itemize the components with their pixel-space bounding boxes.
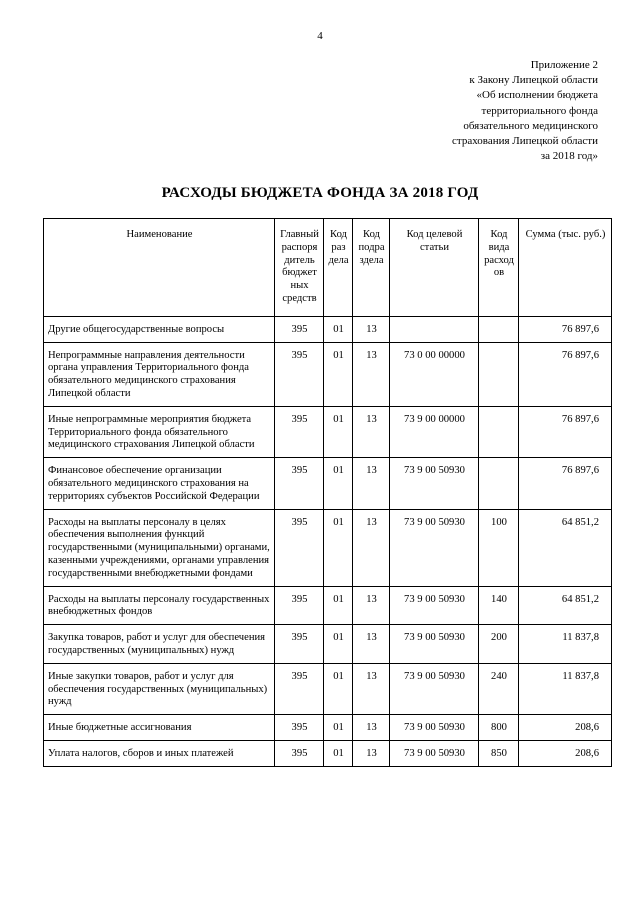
cell-sum: 64 851,2 — [519, 586, 612, 625]
cell-type: 800 — [479, 715, 519, 741]
cell-name: Уплата налогов, сборов и иных платежей — [44, 740, 275, 766]
cell-admin: 395 — [275, 740, 324, 766]
cell-admin: 395 — [275, 342, 324, 406]
table-header-row — [44, 219, 612, 317]
cell-section: 01 — [324, 740, 353, 766]
cell-type: 850 — [479, 740, 519, 766]
cell-name: Финансовое обеспечение организации обязательного медицинского страхования на территориях субъектов Российской Федерации — [44, 458, 275, 509]
cell-admin: 395 — [275, 663, 324, 714]
cell-subsection: 13 — [353, 740, 390, 766]
cell-section: 01 — [324, 342, 353, 406]
table-row — [44, 316, 612, 342]
cell-subsection: 13 — [353, 663, 390, 714]
cell-admin: 395 — [275, 406, 324, 457]
cell-admin: 395 — [275, 715, 324, 741]
table-row — [44, 663, 612, 714]
cell-subsection: 13 — [353, 406, 390, 457]
cell-admin: 395 — [275, 458, 324, 509]
appendix-line: к Закону Липецкой области — [469, 74, 598, 87]
cell-target: 73 9 00 50930 — [390, 458, 479, 509]
cell-subsection: 13 — [353, 715, 390, 741]
cell-section: 01 — [324, 406, 353, 457]
cell-sum: 11 837,8 — [519, 663, 612, 714]
cell-subsection: 13 — [353, 342, 390, 406]
page-number: 4 — [317, 30, 323, 42]
cell-admin: 395 — [275, 586, 324, 625]
cell-name: Непрограммные направления деятельности органа управления Территориального фонда обязательного медицинского страхования Липецкой области — [44, 342, 275, 406]
table-row — [44, 509, 612, 586]
cell-name: Другие общегосударственные вопросы — [44, 316, 275, 342]
table-body — [44, 316, 612, 766]
cell-admin: 395 — [275, 316, 324, 342]
cell-admin: 395 — [275, 509, 324, 586]
header-section: Код раз дела — [324, 219, 353, 317]
cell-sum: 76 897,6 — [519, 316, 612, 342]
cell-name: Иные непрограммные мероприятия бюджета Территориального фонда обязательного медицинского страхования Липецкой области — [44, 406, 275, 457]
cell-type: 140 — [479, 586, 519, 625]
cell-subsection: 13 — [353, 586, 390, 625]
cell-sum: 11 837,8 — [519, 625, 612, 664]
cell-subsection: 13 — [353, 509, 390, 586]
cell-sum: 208,6 — [519, 740, 612, 766]
cell-section: 01 — [324, 715, 353, 741]
cell-section: 01 — [324, 663, 353, 714]
header-sum: Сумма (тыс. руб.) — [519, 219, 612, 317]
cell-target: 73 9 00 50930 — [390, 740, 479, 766]
header-type: Код вида расход ов — [479, 219, 519, 317]
appendix-line: Приложение 2 — [530, 59, 598, 71]
cell-target: 73 9 00 50930 — [390, 625, 479, 664]
appendix-line: за 2018 год» — [540, 150, 598, 163]
table-row — [44, 715, 612, 741]
cell-sum: 64 851,2 — [519, 509, 612, 586]
expenses-table — [43, 218, 612, 767]
document-title: РАСХОДЫ БЮДЖЕТА ФОНДА ЗА 2018 ГОД — [161, 185, 479, 201]
cell-section: 01 — [324, 509, 353, 586]
cell-type: 100 — [479, 509, 519, 586]
cell-type: 200 — [479, 625, 519, 664]
cell-subsection: 13 — [353, 458, 390, 509]
cell-sum: 76 897,6 — [519, 406, 612, 457]
table-row — [44, 625, 612, 664]
cell-target: 73 9 00 00000 — [390, 406, 479, 457]
table-row — [44, 406, 612, 457]
cell-subsection: 13 — [353, 316, 390, 342]
cell-section: 01 — [324, 586, 353, 625]
cell-type — [479, 316, 519, 342]
appendix-block — [452, 58, 598, 164]
cell-section: 01 — [324, 316, 353, 342]
cell-name: Иные закупки товаров, работ и услуг для обеспечения государственных (муниципальных) нужд — [44, 663, 275, 714]
cell-target: 73 9 00 50930 — [390, 715, 479, 741]
header-target: Код целевой статьи — [390, 219, 479, 317]
appendix-line: обязательного медицинского — [463, 119, 598, 132]
cell-type — [479, 406, 519, 457]
cell-name: Расходы на выплаты персоналу в целях обеспечения выполнения функций государственными (муниципальными) органами, казенными учреждениями, органами управления государственными внебюджетными фондами — [44, 509, 275, 586]
header-admin: Главный распоря дитель бюджет ных средств — [275, 219, 324, 317]
appendix-line: страхования Липецкой области — [452, 135, 598, 148]
cell-name: Расходы на выплаты персоналу государственных внебюджетных фондов — [44, 586, 275, 625]
cell-type: 240 — [479, 663, 519, 714]
cell-section: 01 — [324, 458, 353, 509]
cell-target — [390, 316, 479, 342]
table-row — [44, 342, 612, 406]
cell-target: 73 9 00 50930 — [390, 509, 479, 586]
appendix-line: территориального фонда — [481, 104, 598, 117]
table-row — [44, 458, 612, 509]
cell-type — [479, 342, 519, 406]
header-subsection: Код подра здела — [353, 219, 390, 317]
cell-type — [479, 458, 519, 509]
cell-sum: 76 897,6 — [519, 342, 612, 406]
cell-section: 01 — [324, 625, 353, 664]
table-row — [44, 740, 612, 766]
cell-name: Закупка товаров, работ и услуг для обеспечения государственных (муниципальных) нужд — [44, 625, 275, 664]
appendix-line: «Об исполнении бюджета — [476, 89, 598, 102]
cell-sum: 208,6 — [519, 715, 612, 741]
table-row — [44, 586, 612, 625]
cell-sum: 76 897,6 — [519, 458, 612, 509]
cell-name: Иные бюджетные ассигнования — [44, 715, 275, 741]
cell-target: 73 9 00 50930 — [390, 586, 479, 625]
cell-admin: 395 — [275, 625, 324, 664]
cell-target: 73 0 00 00000 — [390, 342, 479, 406]
cell-subsection: 13 — [353, 625, 390, 664]
header-name: Наименование — [44, 219, 275, 317]
cell-target: 73 9 00 50930 — [390, 663, 479, 714]
